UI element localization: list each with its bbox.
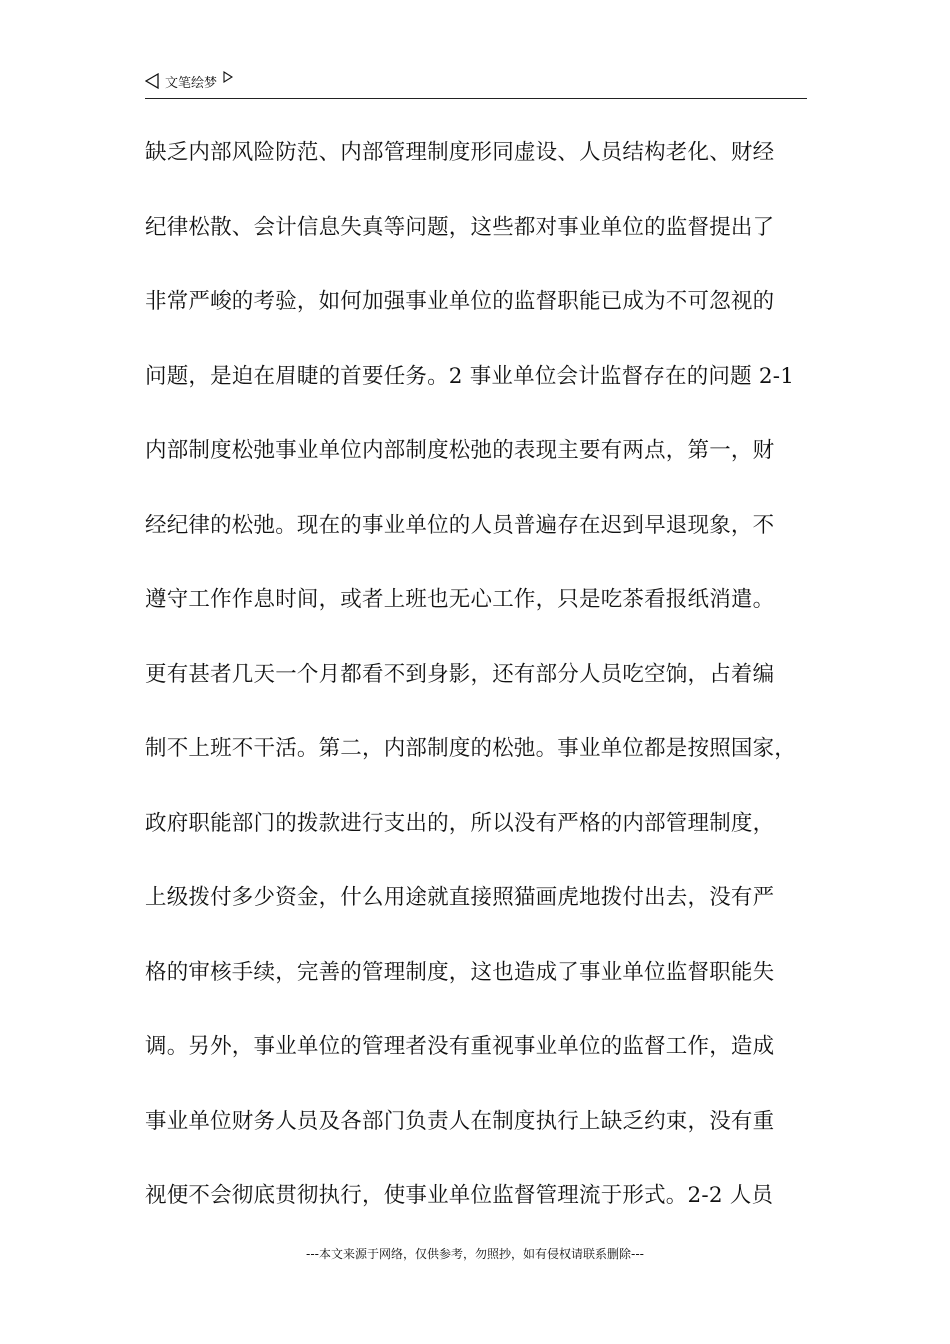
triangle-left-icon <box>145 73 159 89</box>
text-line: 问题，是迫在眉睫的首要任务。2 事业单位会计监督存在的问题 2-1 <box>145 363 795 389</box>
triangle-right-icon <box>223 71 233 83</box>
text-line: 制不上班不干活。第二，内部制度的松弛。事业单位都是按照国家， <box>145 736 797 761</box>
text-line: 经纪律的松弛。现在的事业单位的人员普遍存在迟到早退现象，不 <box>145 512 775 538</box>
text-line: 政府职能部门的拨款进行支出的，所以没有严格的内部管理制度， <box>145 810 775 836</box>
text-line: 内部制度松弛事业单位内部制度松弛的表现主要有两点，第一，财 <box>145 438 775 463</box>
text-line: 缺乏内部风险防范、内部管理制度形同虚设、人员结构老化、财经 <box>145 140 775 165</box>
text-line: 上级拨付多少资金，什么用途就直接照猫画虎地拨付出去，没有严 <box>145 885 775 910</box>
page-header <box>145 70 807 99</box>
text-line: 更有甚者几天一个月都看不到身影，还有部分人员吃空饷，占着编 <box>145 661 775 687</box>
text-line: 格的审核手续，完善的管理制度，这也造成了事业单位监督职能失 <box>145 959 775 985</box>
brand-name: 文笔绘梦 <box>165 75 218 91</box>
text-line: 调。另外，事业单位的管理者没有重视事业单位的监督工作，造成 <box>145 1034 775 1059</box>
text-line: 非常严峻的考验，如何加强事业单位的监督职能已成为不可忽视的 <box>145 289 775 314</box>
text-line: 事业单位财务人员及各部门负责人在制度执行上缺乏约束，没有重 <box>145 1108 775 1134</box>
document-body <box>145 133 807 1251</box>
page-footer-disclaimer: ---本文来源于网络，仅供参考，勿照抄，如有侵权请联系删除--- <box>306 1247 644 1261</box>
text-line: 遵守工作作息时间，或者上班也无心工作，只是吃茶看报纸消遣。 <box>145 587 775 612</box>
text-line: 纪律松散、会计信息失真等问题，这些都对事业单位的监督提出了 <box>145 214 775 240</box>
text-line: 视便不会彻底贯彻执行，使事业单位监督管理流于形式。2-2 人员 <box>145 1183 774 1208</box>
